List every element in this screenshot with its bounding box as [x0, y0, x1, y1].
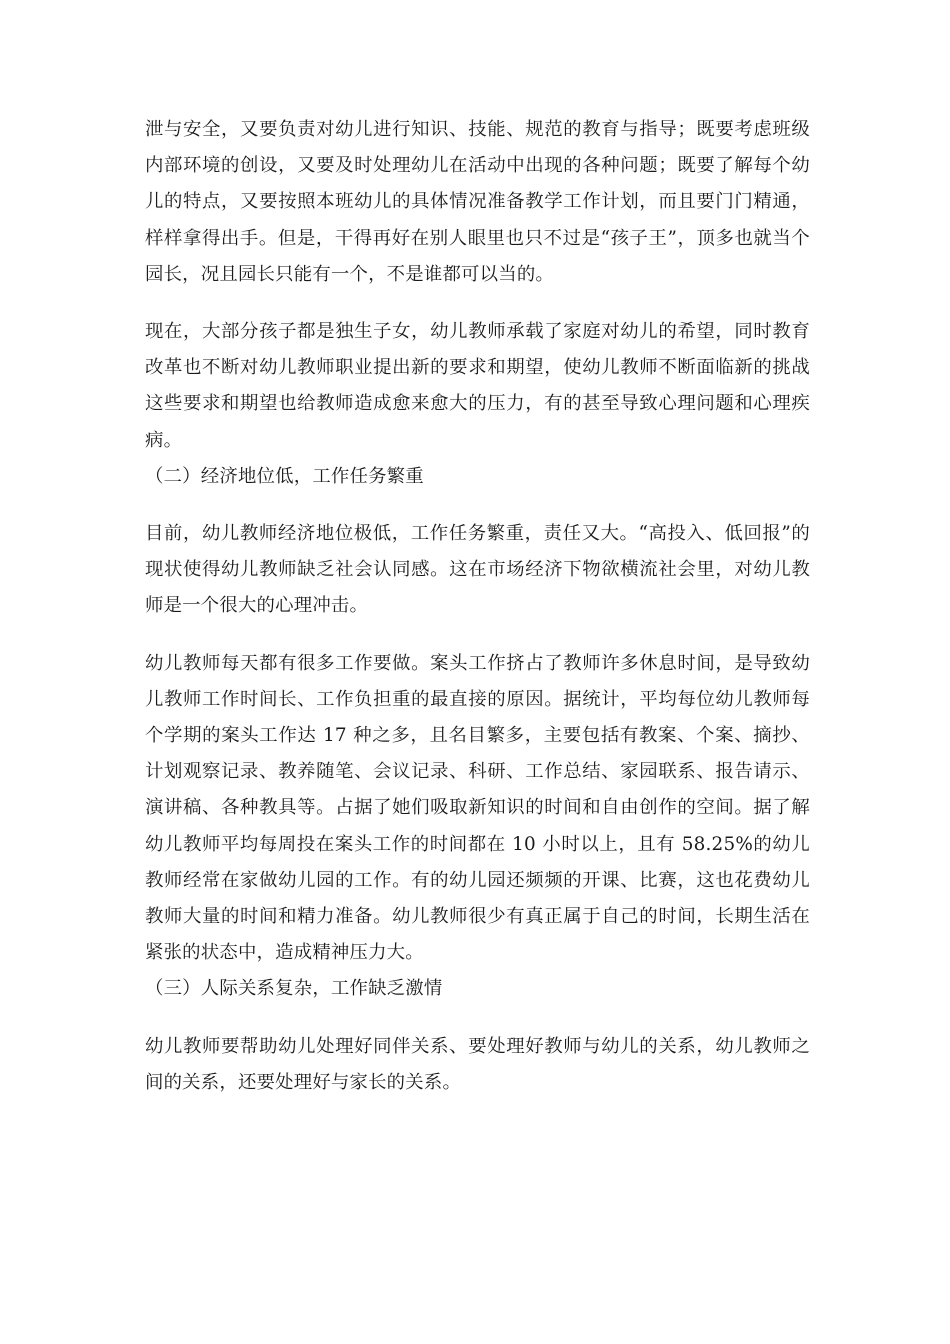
document-body — [145, 112, 810, 1101]
section-heading-3: （三）人际关系复杂，工作缺乏激情 — [145, 978, 443, 1000]
section-heading-2: （二）经济地位低，工作任务繁重 — [145, 465, 424, 487]
paragraph-2: 现在，大部分孩子都是独生子女，幼儿教师承载了家庭对幼儿的希望，同时教育改革也不断对幼儿教师职业提出新的要求和期望，使幼儿教师不断面临新的挑战这些要求和期望也给教师造成愈来愈大的压力，有的甚至导致心理问题和心理疾病。 — [145, 321, 810, 451]
paragraph-4: 幼儿教师每天都有很多工作要做。案头工作挤占了教师许多休息时间，是导致幼儿教师工作时间长、工作负担重的最直接的原因。据统计，平均每位幼儿教师每个学期的案头工作达 17 种之多，且名目繁多，主要包括有教案、个案、摘抄、计划观察记录、教养随笔、会议记录、科研、工作总结、家园联系、报告请示、演讲稿、各种教具等。占据了她们吸取新知识的时间和自由创作的空间。据了解幼儿教师平均每周投在案头工作的时间都在 10 小时以上，且有 58.25%的幼儿教师经常在家做幼儿园的工作。有的幼儿园还频频的开课、比赛，这也花费幼儿教师大量的时间和精力准备。幼儿教师很少有真正属于自己的时间，长期生活在紧张的状态中，造成精神压力大。 — [145, 652, 810, 964]
paragraph-1: 泄与安全，又要负责对幼儿进行知识、技能、规范的教育与指导；既要考虑班级内部环境的创设，又要及时处理幼儿在活动中出现的各种问题；既要了解每个幼儿的特点，又要按照本班幼儿的具体情况准备教学工作计划，而且要门门精通，样样拿得出手。但是，干得再好在别人眼里也只不过是“孩子王”，顶多也就当个园长，况且园长只能有一个，不是谁都可以当的。 — [145, 119, 810, 285]
paragraph-5: 幼儿教师要帮助幼儿处理好同伴关系、要处理好教师与幼儿的关系，幼儿教师之间的关系，还要处理好与家长的关系。 — [145, 1035, 810, 1093]
paragraph-3: 目前，幼儿教师经济地位极低，工作任务繁重，责任又大。“高投入、低回报”的现状使得幼儿教师缺乏社会认同感。这在市场经济下物欲横流社会里，对幼儿教师是一个很大的心理冲击。 — [145, 523, 810, 617]
